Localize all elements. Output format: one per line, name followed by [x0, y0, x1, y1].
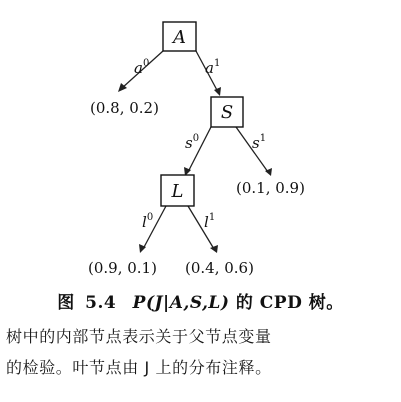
edge-a1-arrowhead: [214, 87, 221, 96]
leaf-l0-distribution: (0.9, 0.1): [88, 259, 157, 277]
figure-number: 5.4: [85, 293, 117, 313]
figure-label: 图: [57, 293, 75, 313]
node-l-label: L: [171, 181, 184, 202]
description-line-2: 的检验。叶节点由 J 上的分布注释。: [6, 358, 272, 377]
caption-rest: 的 CPD 树。: [235, 293, 344, 313]
description-line-1: 树中的内部节点表示关于父节点变量: [6, 327, 272, 346]
figure-caption: [0, 288, 401, 313]
edge-s1-label: $s^1$: [252, 133, 267, 152]
leaf-a0-distribution: (0.8, 0.2): [90, 99, 159, 117]
edge-l1-arrowhead: [210, 245, 218, 253]
edge-l0-label: $l^0$: [142, 212, 154, 231]
edge-l1-label: $l^1$: [204, 212, 216, 231]
node-s-label: S: [220, 102, 234, 123]
edge-a1-label: $a^1$: [205, 58, 221, 77]
edge-a0-label: $a^0$: [134, 58, 150, 77]
figure-description: [6, 321, 398, 383]
leaf-s1-distribution: (0.1, 0.9): [236, 179, 305, 197]
caption-formula: P(J|A,S,L): [132, 293, 230, 313]
edge-s0-label: $s^0$: [185, 133, 200, 152]
leaf-l1-distribution: (0.4, 0.6): [185, 259, 254, 277]
node-a-label: A: [173, 27, 186, 48]
